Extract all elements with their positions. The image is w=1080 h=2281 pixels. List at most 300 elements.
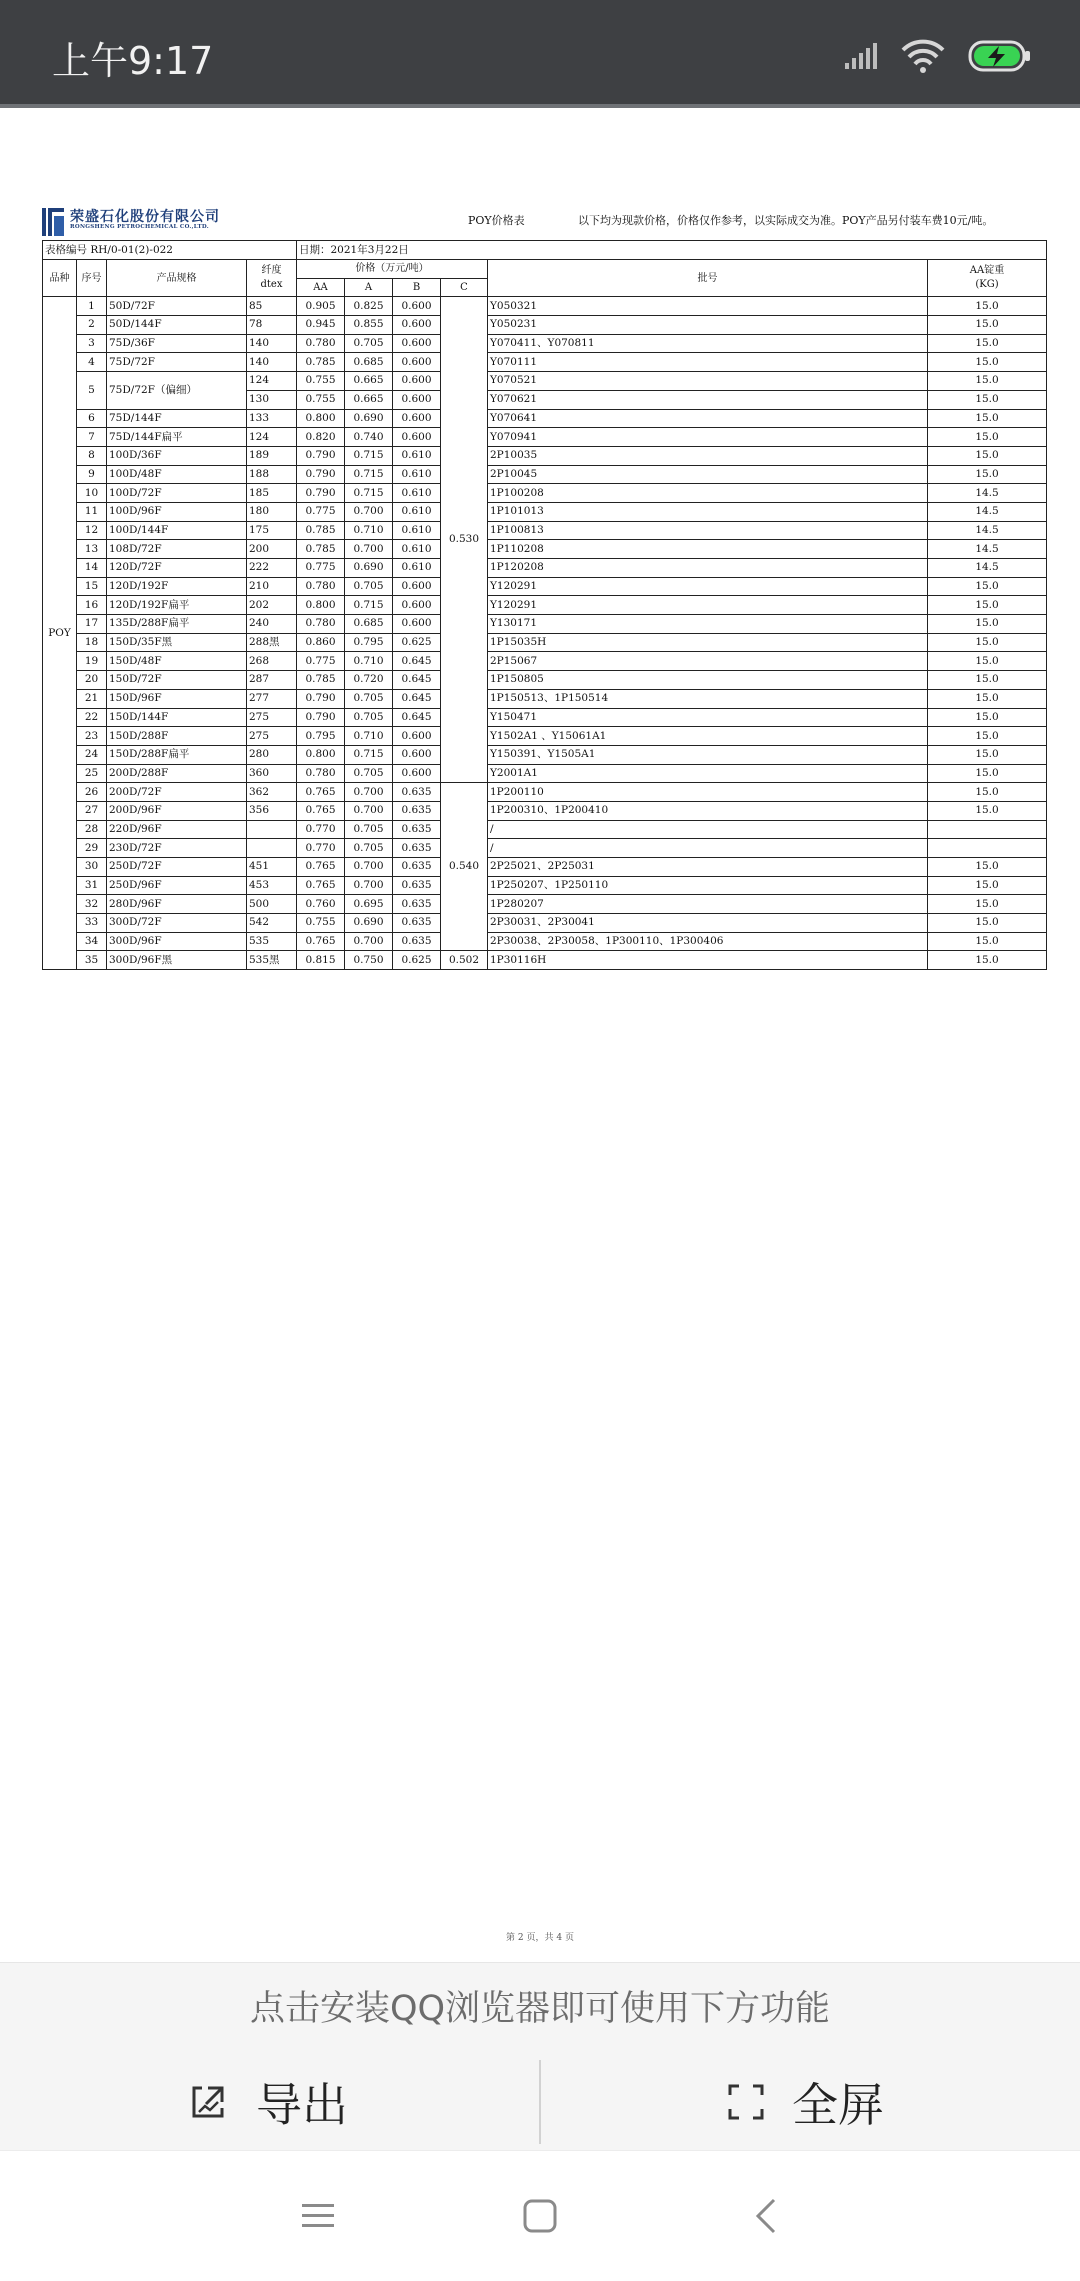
price-a-cell: 0.690	[345, 409, 393, 428]
seq-cell: 6	[77, 409, 107, 428]
spec-cell: 300D/96F黑	[107, 951, 247, 970]
dtex-cell: 453	[247, 876, 297, 895]
price-aa-cell: 0.800	[297, 596, 345, 615]
price-a-cell: 0.705	[345, 820, 393, 839]
weight-cell: 15.0	[928, 353, 1047, 372]
batch-cell: Y120291	[488, 596, 928, 615]
price-a-cell: 0.685	[345, 353, 393, 372]
dtex-cell: 133	[247, 409, 297, 428]
spec-cell: 150D/48F	[107, 652, 247, 671]
dtex-cell: 275	[247, 708, 297, 727]
price-aa-cell: 0.765	[297, 876, 345, 895]
weight-cell: 14.5	[928, 540, 1047, 559]
dtex-cell: 240	[247, 615, 297, 634]
price-table-body	[43, 297, 1047, 970]
batch-cell: Y070641	[488, 409, 928, 428]
price-b-cell: 0.610	[393, 465, 441, 484]
price-a-cell: 0.825	[345, 297, 393, 316]
table-row	[43, 801, 1047, 820]
dtex-cell: 287	[247, 671, 297, 690]
weight-cell: 15.0	[928, 577, 1047, 596]
price-b-cell: 0.635	[393, 858, 441, 877]
weight-cell	[928, 839, 1047, 858]
table-row	[43, 615, 1047, 634]
spec-cell: 300D/96F	[107, 932, 247, 951]
fullscreen-button[interactable]	[728, 2054, 884, 2150]
dtex-cell: 275	[247, 727, 297, 746]
spec-cell: 200D/96F	[107, 801, 247, 820]
form-number: 表格编号 RH/0-01(2)-022	[43, 241, 297, 260]
dtex-cell: 175	[247, 521, 297, 540]
price-aa-cell: 0.780	[297, 334, 345, 353]
document-note: 以下均为现款价格，价格仅作参考，以实际成交为准。POY产品另付装车费10元/吨。	[578, 214, 994, 227]
spec-cell: 150D/288F	[107, 727, 247, 746]
price-a-cell: 0.705	[345, 577, 393, 596]
header-b: B	[393, 278, 441, 297]
spec-cell: 100D/96F	[107, 502, 247, 521]
price-aa-cell: 0.775	[297, 502, 345, 521]
header-batch: 批号	[488, 260, 928, 297]
status-bar	[0, 0, 1080, 108]
price-aa-cell: 0.905	[297, 297, 345, 316]
spec-cell: 280D/96F	[107, 895, 247, 914]
price-aa-cell: 0.765	[297, 858, 345, 877]
dtex-cell: 280	[247, 745, 297, 764]
price-aa-cell: 0.785	[297, 353, 345, 372]
weight-cell: 15.0	[928, 914, 1047, 933]
spec-cell: 120D/192F扁平	[107, 596, 247, 615]
batch-cell: Y050321	[488, 297, 928, 316]
price-b-cell: 0.610	[393, 559, 441, 578]
header-weight	[928, 260, 1047, 297]
price-b-cell: 0.635	[393, 839, 441, 858]
spec-cell: 75D/36F	[107, 334, 247, 353]
batch-cell: 1P200110	[488, 783, 928, 802]
dtex-cell: 277	[247, 689, 297, 708]
price-a-cell: 0.700	[345, 783, 393, 802]
seq-cell: 16	[77, 596, 107, 615]
variety-cell: POY	[43, 297, 77, 970]
batch-cell: Y130171	[488, 615, 928, 634]
dtex-cell: 78	[247, 316, 297, 335]
weight-cell: 15.0	[928, 465, 1047, 484]
dtex-cell	[247, 839, 297, 858]
seq-cell: 13	[77, 540, 107, 559]
dtex-cell	[247, 820, 297, 839]
table-row	[43, 820, 1047, 839]
weight-cell: 14.5	[928, 521, 1047, 540]
price-a-cell: 0.700	[345, 876, 393, 895]
price-a-cell: 0.700	[345, 932, 393, 951]
price-b-cell: 0.600	[393, 409, 441, 428]
seq-cell: 9	[77, 465, 107, 484]
batch-cell: 2P15067	[488, 652, 928, 671]
seq-cell: 24	[77, 745, 107, 764]
header-seq: 序号	[77, 260, 107, 297]
price-b-cell: 0.635	[393, 932, 441, 951]
fullscreen-icon	[728, 2084, 764, 2120]
weight-cell: 15.0	[928, 446, 1047, 465]
table-row	[43, 372, 1047, 391]
seq-cell: 1	[77, 297, 107, 316]
seq-cell: 17	[77, 615, 107, 634]
price-a-cell: 0.705	[345, 334, 393, 353]
seq-cell: 21	[77, 689, 107, 708]
batch-cell: 1P15035H	[488, 633, 928, 652]
price-a-cell: 0.750	[345, 951, 393, 970]
price-aa-cell: 0.760	[297, 895, 345, 914]
price-b-cell: 0.645	[393, 708, 441, 727]
weight-cell: 15.0	[928, 783, 1047, 802]
price-aa-cell: 0.785	[297, 540, 345, 559]
export-label: 导出	[256, 2078, 348, 2132]
spec-cell: 120D/192F	[107, 577, 247, 596]
spec-cell: 100D/36F	[107, 446, 247, 465]
dtex-cell: 500	[247, 895, 297, 914]
dtex-cell: 185	[247, 484, 297, 503]
spec-cell: 150D/72F	[107, 671, 247, 690]
dtex-cell: 200	[247, 540, 297, 559]
price-a-cell: 0.690	[345, 914, 393, 933]
table-row	[43, 559, 1047, 578]
batch-cell: 1P280207	[488, 895, 928, 914]
dtex-cell: 85	[247, 297, 297, 316]
table-row	[43, 652, 1047, 671]
seq-cell: 2	[77, 316, 107, 335]
table-row	[43, 540, 1047, 559]
table-row	[43, 671, 1047, 690]
price-b-cell: 0.600	[393, 764, 441, 783]
header-fineness-unit: dtex	[260, 279, 283, 291]
price-a-cell: 0.720	[345, 671, 393, 690]
weight-cell: 15.0	[928, 428, 1047, 447]
table-row	[43, 727, 1047, 746]
document-date: 日期：2021年3月22日	[297, 241, 1047, 260]
price-b-cell: 0.600	[393, 428, 441, 447]
price-a-cell: 0.710	[345, 652, 393, 671]
table-row	[43, 297, 1047, 316]
price-a-cell: 0.700	[345, 540, 393, 559]
document-title: POY价格表	[468, 214, 525, 227]
spec-cell: 75D/144F	[107, 409, 247, 428]
export-button[interactable]	[188, 2054, 348, 2150]
weight-cell: 15.0	[928, 801, 1047, 820]
price-b-cell: 0.625	[393, 951, 441, 970]
batch-cell: 1P100813	[488, 521, 928, 540]
price-aa-cell: 0.800	[297, 409, 345, 428]
price-b-cell: 0.600	[393, 727, 441, 746]
weight-cell: 15.0	[928, 596, 1047, 615]
price-aa-cell: 0.790	[297, 484, 345, 503]
seq-cell: 12	[77, 521, 107, 540]
weight-cell: 15.0	[928, 297, 1047, 316]
price-aa-cell: 0.795	[297, 727, 345, 746]
price-aa-cell: 0.775	[297, 652, 345, 671]
weight-cell: 15.0	[928, 671, 1047, 690]
dtex-cell: 542	[247, 914, 297, 933]
batch-cell: 2P10045	[488, 465, 928, 484]
price-aa-cell: 0.790	[297, 446, 345, 465]
menu-icon	[301, 2202, 335, 2230]
table-row	[43, 577, 1047, 596]
price-b-cell: 0.600	[393, 615, 441, 634]
table-row	[43, 633, 1047, 652]
dtex-cell: 189	[247, 446, 297, 465]
weight-cell: 15.0	[928, 390, 1047, 409]
table-row	[43, 521, 1047, 540]
dtex-cell: 268	[247, 652, 297, 671]
price-a-cell: 0.700	[345, 502, 393, 521]
company-name-en: RONGSHENG PETROCHEMICAL CO.,LTD.	[70, 224, 209, 230]
seq-cell: 5	[77, 372, 107, 409]
batch-cell: 1P101013	[488, 502, 928, 521]
table-row	[43, 839, 1047, 858]
status-time: 上午9:17	[52, 39, 214, 83]
seq-cell: 8	[77, 446, 107, 465]
table-row	[43, 316, 1047, 335]
seq-cell: 27	[77, 801, 107, 820]
price-a-cell: 0.705	[345, 839, 393, 858]
price-a-cell: 0.700	[345, 801, 393, 820]
seq-cell: 30	[77, 858, 107, 877]
table-row	[43, 745, 1047, 764]
price-aa-cell: 0.945	[297, 316, 345, 335]
batch-cell: Y070111	[488, 353, 928, 372]
navigation-bar	[0, 2150, 1080, 2281]
price-a-cell: 0.715	[345, 745, 393, 764]
price-a-cell: 0.740	[345, 428, 393, 447]
spec-cell: 120D/72F	[107, 559, 247, 578]
header-c: C	[441, 278, 488, 297]
price-aa-cell: 0.800	[297, 745, 345, 764]
price-a-cell: 0.715	[345, 446, 393, 465]
batch-cell: Y070411、Y070811	[488, 334, 928, 353]
header-a: A	[345, 278, 393, 297]
spec-cell: 108D/72F	[107, 540, 247, 559]
table-row	[43, 428, 1047, 447]
batch-cell: Y150471	[488, 708, 928, 727]
batch-cell: 1P30116H	[488, 951, 928, 970]
home-button[interactable]	[510, 2191, 570, 2241]
batch-cell: 1P110208	[488, 540, 928, 559]
seq-cell: 33	[77, 914, 107, 933]
price-a-cell: 0.685	[345, 615, 393, 634]
dtex-cell: 451	[247, 858, 297, 877]
dtex-cell: 140	[247, 334, 297, 353]
weight-cell: 15.0	[928, 951, 1047, 970]
price-a-cell: 0.690	[345, 559, 393, 578]
price-aa-cell: 0.860	[297, 633, 345, 652]
weight-cell: 15.0	[928, 652, 1047, 671]
weight-cell: 15.0	[928, 876, 1047, 895]
seq-cell: 3	[77, 334, 107, 353]
dtex-cell: 202	[247, 596, 297, 615]
header-variety: 品种	[43, 260, 77, 297]
price-aa-cell: 0.780	[297, 577, 345, 596]
price-b-cell: 0.600	[393, 316, 441, 335]
seq-cell: 19	[77, 652, 107, 671]
batch-cell: 1P150805	[488, 671, 928, 690]
price-b-cell: 0.610	[393, 484, 441, 503]
company-logo	[42, 208, 64, 236]
weight-cell: 15.0	[928, 689, 1047, 708]
price-b-cell: 0.600	[393, 745, 441, 764]
batch-cell: Y070521	[488, 372, 928, 391]
batch-cell: /	[488, 820, 928, 839]
price-aa-cell: 0.785	[297, 521, 345, 540]
weight-cell: 15.0	[928, 858, 1047, 877]
price-b-cell: 0.635	[393, 801, 441, 820]
weight-cell	[928, 820, 1047, 839]
price-aa-cell: 0.790	[297, 708, 345, 727]
spec-cell: 75D/72F	[107, 353, 247, 372]
price-b-cell: 0.610	[393, 540, 441, 559]
wifi-icon	[900, 39, 946, 73]
weight-cell: 15.0	[928, 409, 1047, 428]
price-b-cell: 0.600	[393, 577, 441, 596]
home-icon	[523, 2199, 557, 2233]
price-c-cell: 0.530	[441, 297, 488, 783]
dtex-cell: 188	[247, 465, 297, 484]
batch-cell: Y120291	[488, 577, 928, 596]
seq-cell: 7	[77, 428, 107, 447]
table-row	[43, 689, 1047, 708]
seq-cell: 10	[77, 484, 107, 503]
price-b-cell: 0.600	[393, 372, 441, 391]
dtex-cell: 362	[247, 783, 297, 802]
price-aa-cell: 0.765	[297, 783, 345, 802]
price-aa-cell: 0.765	[297, 801, 345, 820]
weight-cell: 14.5	[928, 484, 1047, 503]
price-b-cell: 0.610	[393, 446, 441, 465]
batch-cell: 1P200310、1P200410	[488, 801, 928, 820]
batch-cell: Y070621	[488, 390, 928, 409]
price-a-cell: 0.665	[345, 372, 393, 391]
seq-cell: 34	[77, 932, 107, 951]
price-aa-cell: 0.820	[297, 428, 345, 447]
signal-icon	[844, 43, 878, 69]
seq-cell: 22	[77, 708, 107, 727]
weight-cell: 15.0	[928, 727, 1047, 746]
spec-cell: 250D/96F	[107, 876, 247, 895]
table-row	[43, 465, 1047, 484]
table-row	[43, 876, 1047, 895]
header-weight-unit: (KG)	[975, 279, 999, 291]
seq-cell: 15	[77, 577, 107, 596]
price-b-cell: 0.610	[393, 521, 441, 540]
dtex-cell: 535	[247, 932, 297, 951]
spec-cell: 50D/144F	[107, 316, 247, 335]
document-page	[0, 112, 1080, 1962]
batch-cell: 1P120208	[488, 559, 928, 578]
seq-cell: 20	[77, 671, 107, 690]
price-aa-cell: 0.755	[297, 390, 345, 409]
spec-cell: 135D/288F扁平	[107, 615, 247, 634]
price-table	[42, 240, 1047, 970]
price-b-cell: 0.635	[393, 914, 441, 933]
spec-cell: 100D/48F	[107, 465, 247, 484]
price-a-cell: 0.795	[345, 633, 393, 652]
seq-cell: 4	[77, 353, 107, 372]
price-a-cell: 0.715	[345, 465, 393, 484]
price-a-cell: 0.710	[345, 521, 393, 540]
spec-cell: 250D/72F	[107, 858, 247, 877]
back-button[interactable]	[736, 2191, 796, 2241]
price-aa-cell: 0.765	[297, 932, 345, 951]
table-row	[43, 484, 1047, 503]
price-aa-cell: 0.785	[297, 671, 345, 690]
spec-cell: 100D/72F	[107, 484, 247, 503]
table-row	[43, 409, 1047, 428]
batch-cell: 1P100208	[488, 484, 928, 503]
spec-cell: 75D/72F（偏细）	[107, 372, 247, 409]
price-aa-cell: 0.770	[297, 820, 345, 839]
price-a-cell: 0.715	[345, 484, 393, 503]
install-qq-prompt[interactable]: 点击安装QQ浏览器即可使用下方功能	[0, 1962, 1080, 2055]
spec-cell: 100D/144F	[107, 521, 247, 540]
seq-cell: 35	[77, 951, 107, 970]
weight-cell: 15.0	[928, 932, 1047, 951]
dtex-cell: 210	[247, 577, 297, 596]
table-row	[43, 708, 1047, 727]
batch-cell: Y070941	[488, 428, 928, 447]
weight-cell: 15.0	[928, 764, 1047, 783]
document-header	[42, 202, 1046, 242]
company-name: 荣盛石化股份有限公司	[70, 209, 220, 225]
price-b-cell: 0.600	[393, 390, 441, 409]
seq-cell: 32	[77, 895, 107, 914]
seq-cell: 18	[77, 633, 107, 652]
fullscreen-label: 全屏	[792, 2078, 884, 2132]
header-spec: 产品规格	[107, 260, 247, 297]
dtex-cell: 130	[247, 390, 297, 409]
weight-cell: 15.0	[928, 633, 1047, 652]
price-aa-cell: 0.790	[297, 465, 345, 484]
price-aa-cell: 0.780	[297, 764, 345, 783]
batch-cell: Y050231	[488, 316, 928, 335]
spec-cell: 75D/144F扁平	[107, 428, 247, 447]
menu-button[interactable]	[288, 2191, 348, 2241]
batch-cell: Y2001A1	[488, 764, 928, 783]
price-a-cell: 0.665	[345, 390, 393, 409]
table-row	[43, 502, 1047, 521]
price-a-cell: 0.710	[345, 727, 393, 746]
price-b-cell: 0.635	[393, 876, 441, 895]
spec-cell: 230D/72F	[107, 839, 247, 858]
dtex-cell: 356	[247, 801, 297, 820]
price-b-cell: 0.645	[393, 671, 441, 690]
price-b-cell: 0.635	[393, 895, 441, 914]
spec-cell: 200D/288F	[107, 764, 247, 783]
status-icons	[844, 36, 1032, 76]
price-b-cell: 0.625	[393, 633, 441, 652]
price-a-cell: 0.705	[345, 708, 393, 727]
price-b-cell: 0.600	[393, 297, 441, 316]
weight-cell: 14.5	[928, 559, 1047, 578]
batch-cell: 2P10035	[488, 446, 928, 465]
price-a-cell: 0.715	[345, 596, 393, 615]
header-aa: AA	[297, 278, 345, 297]
table-row	[43, 334, 1047, 353]
spec-cell: 150D/288F扁平	[107, 745, 247, 764]
seq-cell: 29	[77, 839, 107, 858]
table-row	[43, 596, 1047, 615]
table-row	[43, 353, 1047, 372]
batch-cell: 1P250207、1P250110	[488, 876, 928, 895]
dtex-cell: 140	[247, 353, 297, 372]
batch-cell: 1P150513、1P150514	[488, 689, 928, 708]
header-price: 价格（万元/吨）	[297, 260, 488, 279]
